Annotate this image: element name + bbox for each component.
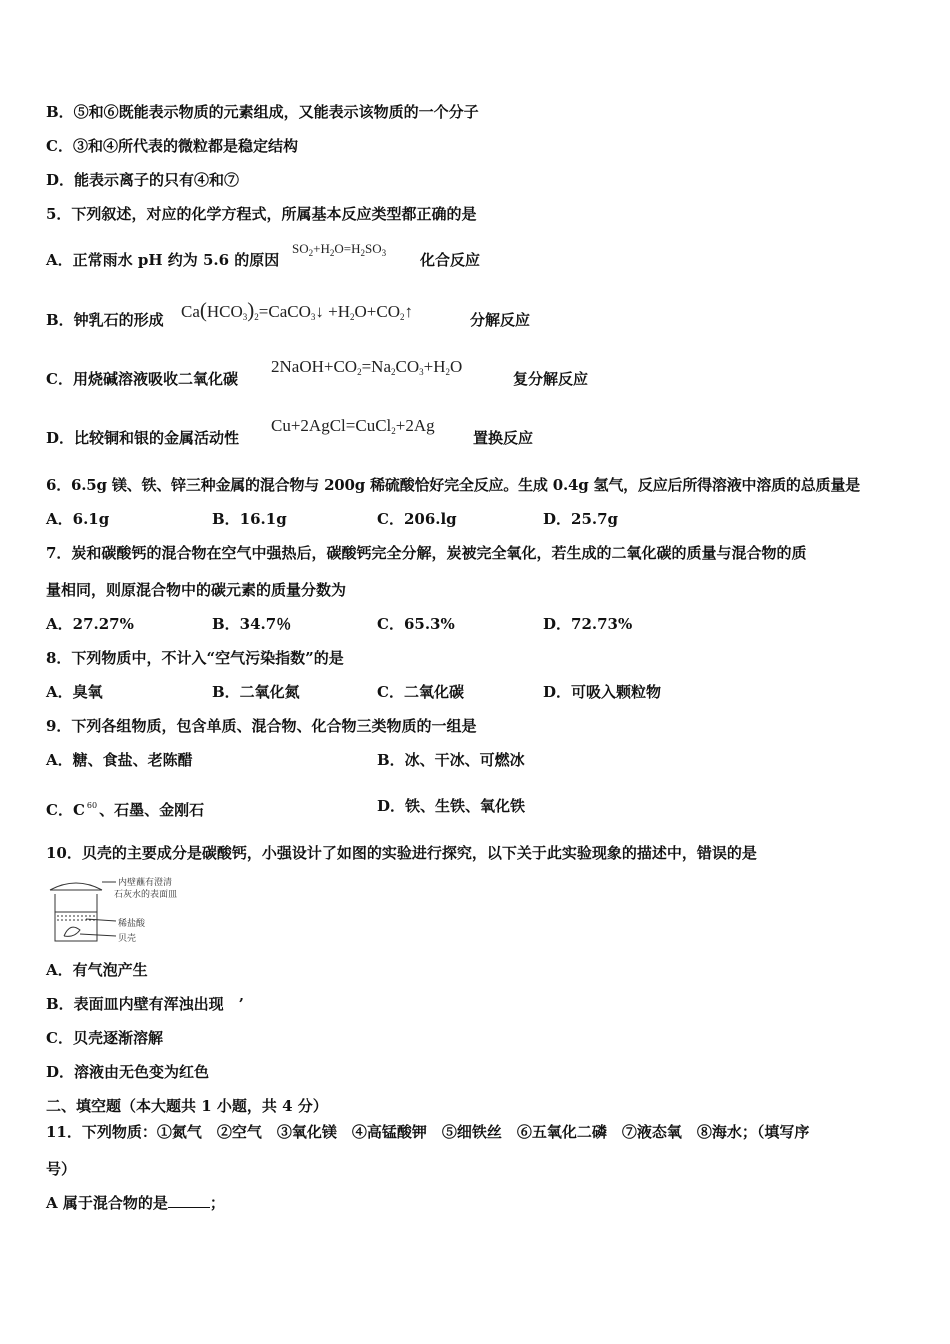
q5-option-c-text: C．用烧碱溶液吸收二氧化碳 [46, 370, 238, 388]
q10-option-d: D．溶液由无色变为红色 [46, 1063, 210, 1081]
q6-option-c: C．206.lg [377, 510, 457, 528]
q9-stem: 9．下列各组物质，包含单质、混合物、化合物三类物质的一组是 [46, 717, 477, 735]
figure-label-watch-glass-line1: 内壁蘸有澄清 [118, 878, 173, 888]
section-2-heading: 二、填空题（本大题共 1 小题，共 4 分） [46, 1097, 328, 1115]
q9-option-c-rest: 、石墨、金刚石 [99, 801, 205, 819]
q6-option-b: B．16.1g [212, 510, 287, 528]
experiment-figure [46, 872, 196, 948]
q5-option-b-text: B．钟乳石的形成 [46, 311, 164, 329]
q8-option-b: B．二氧化氮 [212, 683, 300, 701]
q5-option-b-equation: $Ca(HCO_3)_2=CaCO_3↓$ $+H_2O+CO_2↑$ [181, 298, 413, 322]
q5-option-a-type: 化合反应 [420, 251, 481, 269]
q8-option-d: D．可吸入颗粒物 [543, 683, 662, 701]
q5-option-d-equation: Cu+2AgCl=CuCl$_2$+2Ag [271, 416, 435, 436]
q8-stem: 8．下列物质中，不计入“空气污染指数”的是 [46, 649, 344, 667]
q4-option-d: D．能表示离子的只有④和⑦ [46, 171, 240, 189]
q5-option-a-text: A．正常雨水 pH 约为 5.6 的原因 [46, 251, 280, 269]
q9-option-a: A．糖、食盐、老陈醋 [46, 751, 193, 769]
q9-option-b: B．冰、干冰、可燃冰 [377, 751, 525, 769]
q4-option-b: B．⑤和⑥既能表示物质的元素组成，又能表示该物质的一个分子 [46, 103, 479, 121]
figure-label-watch-glass-line2: 石灰水的表面皿 [114, 890, 178, 900]
q7-stem-line1: 7．炭和碳酸钙的混合物在空气中强热后，碳酸钙完全分解，炭被完全氧化，若生成的二氧化碳的质量与混合物的质 [46, 544, 807, 562]
q8-option-c: C．二氧化碳 [377, 683, 464, 701]
q11-stem-line1: 11．下列物质：①氮气 ②空气 ③氧化镁 ④高锰酸钾 ⑤细铁丝 ⑥五氧化二磷 ⑦液态氧 ⑧海水；（填写序 [46, 1123, 810, 1141]
q11-part-a-end: ； [209, 1194, 225, 1212]
q7-stem-line2: 量相同，则原混合物中的碳元素的质量分数为 [46, 581, 347, 599]
q5-option-a-equation: $SO_2+H_2O=H_2SO_3$ [292, 241, 387, 258]
q9-option-d: D．铁、生铁、氧化铁 [377, 797, 526, 815]
q10-option-a: A．有气泡产生 [46, 961, 148, 979]
q5-option-c-type: 复分解反应 [513, 370, 589, 388]
q7-option-d: D．72.73% [543, 615, 633, 633]
q10-option-c: C．贝壳逐渐溶解 [46, 1029, 163, 1047]
q5-option-c-equation: $2NaOH+CO_2=Na_2CO_3+H_2O$ [271, 357, 463, 377]
q9-option-c-superscript: 60 [86, 801, 98, 810]
q5-option-b-type: 分解反应 [470, 311, 531, 329]
q6-stem: 6．6.5g 镁、铁、锌三种金属的混合物与 200g 稀硫酸恰好完全反应。生成 0.4g 氢气，反应后所得溶液中溶质的总质量是 [46, 476, 860, 494]
q5-option-d-type: 置换反应 [473, 429, 534, 447]
figure-label-acid: 稀盐酸 [118, 919, 146, 929]
q11-stem-line2: 号） [46, 1160, 77, 1178]
q7-option-a: A．27.27% [46, 615, 134, 633]
q6-option-d: D．25.7g [543, 510, 619, 528]
q5-stem: 5．下列叙述，对应的化学方程式，所属基本反应类型都正确的是 [46, 205, 477, 223]
watch-glass [50, 883, 102, 890]
q6-option-a: A．6.1g [46, 510, 110, 528]
q7-option-b: B．34.7％ [212, 615, 292, 633]
q4-option-c: C．③和④所代表的微粒都是稳定结构 [46, 137, 298, 155]
q7-option-c: C．65.3% [377, 615, 455, 633]
q10-option-b: B．表面皿内壁有浑浊出现 ’ [46, 995, 244, 1013]
q5-option-d-text: D．比较铜和银的金属活动性 [46, 429, 240, 447]
q11-part-a-text: A 属于混合物的是 [46, 1194, 168, 1212]
figure-label-shell: 贝壳 [118, 934, 137, 944]
q10-stem: 10．贝壳的主要成分是碳酸钙，小强设计了如图的实验进行探究，以下关于此实验现象的描述中，错误的是 [46, 844, 757, 862]
shell-shape [64, 927, 80, 936]
answer-blank[interactable] [168, 1193, 210, 1208]
q11-part-a [46, 1193, 225, 1213]
q9-option-c-prefix: C．C [46, 801, 85, 819]
q9-option-c [46, 796, 204, 820]
q8-option-a: A．臭氧 [46, 683, 103, 701]
